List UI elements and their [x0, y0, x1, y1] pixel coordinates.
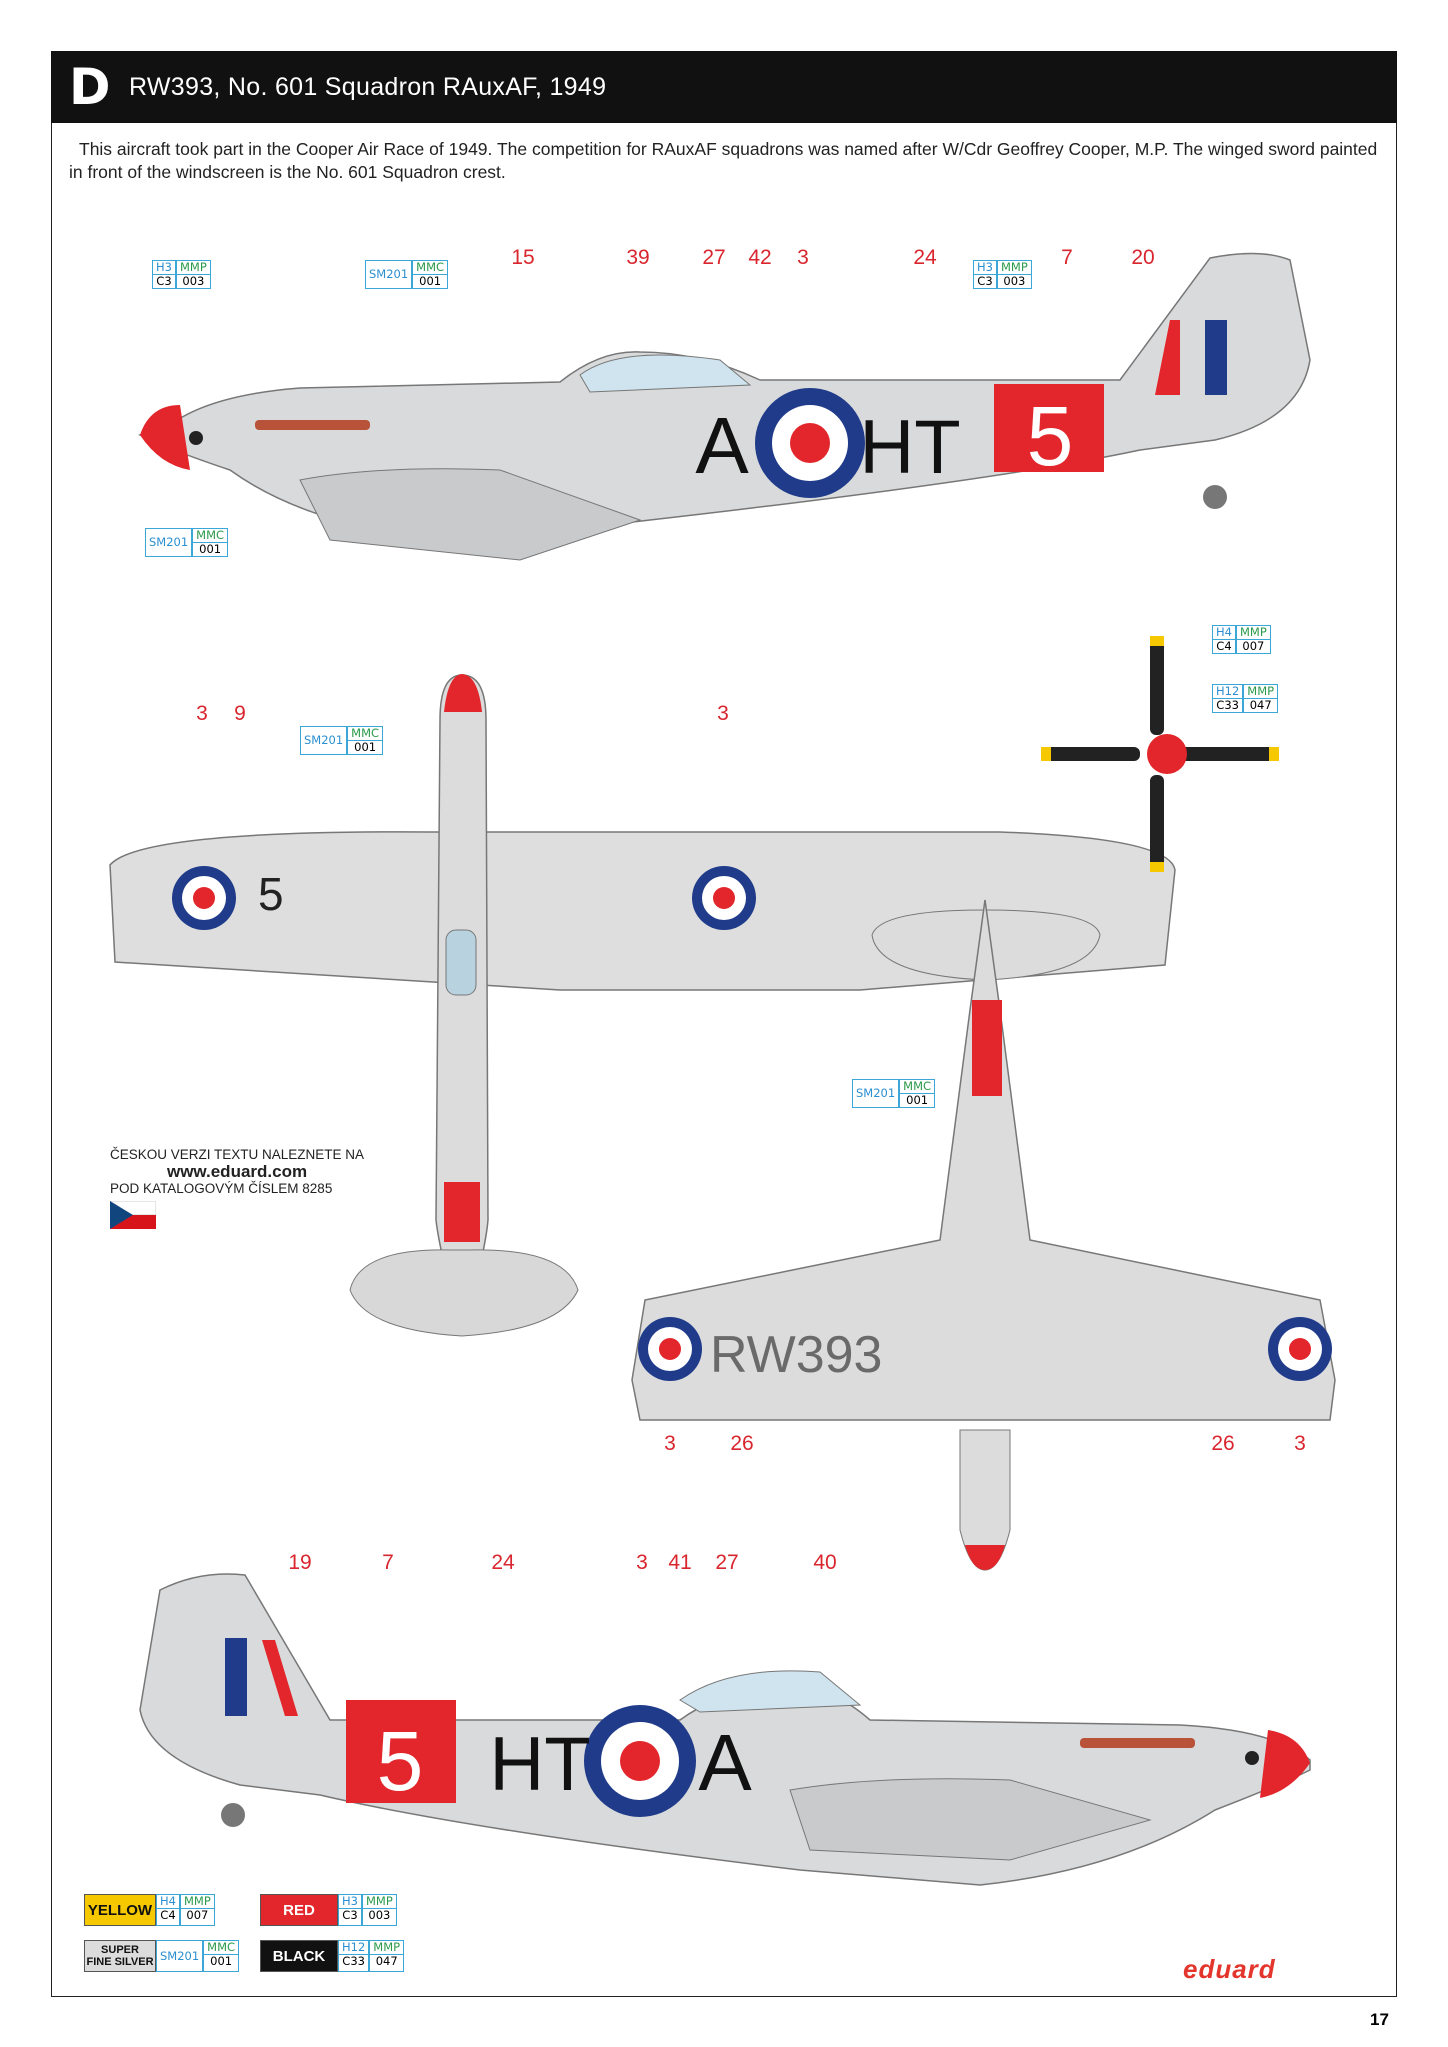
- chip-code: SM201: [300, 726, 347, 755]
- czech-line: POD KATALOGOVÝM ČÍSLEM 8285: [110, 1181, 333, 1196]
- chip-code: H3: [339, 1895, 361, 1909]
- paint-chip-red: [338, 1894, 397, 1926]
- legend-swatch: BLACK: [260, 1940, 338, 1972]
- paint-chip-red: [973, 260, 1032, 289]
- chip-code: 007: [1242, 639, 1265, 653]
- chip-code: MMC: [204, 1941, 238, 1955]
- chip-code: SM201: [852, 1079, 899, 1108]
- fin-letter-bottom: 5: [376, 1714, 424, 1808]
- chip-code: H4: [157, 1895, 179, 1909]
- callout-label: 9: [234, 702, 246, 725]
- paint-chip-black: [338, 1940, 404, 1972]
- chip-code: 003: [1003, 274, 1026, 288]
- legend-text: FINE SILVER: [86, 1956, 154, 1968]
- czech-flag-icon: [110, 1201, 156, 1229]
- chip-code: C3: [156, 274, 172, 288]
- callout-label: 27: [715, 1551, 739, 1574]
- code-right-bottom: HT: [489, 1722, 591, 1807]
- legend-silver: [84, 1940, 239, 1972]
- chip-code: C3: [977, 274, 993, 288]
- callout-label: 24: [491, 1551, 515, 1574]
- czech-note: [110, 1146, 364, 1233]
- chip-code: H12: [1213, 685, 1242, 699]
- chip-code: MMP: [1244, 685, 1277, 699]
- czech-url[interactable]: www.eduard.com: [166, 1162, 308, 1181]
- callout-label: 19: [288, 1551, 312, 1574]
- chip-code: 007: [186, 1908, 209, 1922]
- eduard-logo: eduard: [1183, 1954, 1276, 1984]
- legend-swatch: YELLOW: [84, 1894, 156, 1926]
- callout-label: 24: [913, 246, 937, 269]
- chip-code: C4: [160, 1908, 176, 1922]
- chip-code: MMP: [1237, 626, 1270, 640]
- legend-black: [260, 1940, 404, 1972]
- callout-label: 26: [730, 1432, 754, 1455]
- intro-text: This aircraft took part in the Cooper Air Race of 1949. The competition for RAuxAF squadrons was named after W/Cdr Geoffrey Cooper, M.P. The winged sword painted in front of the windscreen is the No. 601 Squadron crest.: [69, 139, 1378, 182]
- chip-code: 003: [182, 274, 205, 288]
- chip-code: H4: [1213, 626, 1235, 640]
- chip-code: MMP: [177, 261, 210, 275]
- legend-swatch: RED: [260, 1894, 338, 1926]
- chip-code: 001: [199, 542, 222, 556]
- chip-code: MMP: [363, 1895, 396, 1909]
- callout-label: 3: [717, 702, 729, 725]
- code-left-top: A: [695, 401, 749, 490]
- paint-chip-silver: [852, 1079, 935, 1108]
- chip-code: MMP: [370, 1941, 403, 1955]
- callout-label: 3: [797, 246, 809, 269]
- chip-code: MMP: [181, 1895, 214, 1909]
- under-serial-left: RW393: [710, 1326, 883, 1384]
- legend-swatch: [84, 1940, 156, 1972]
- chip-code: H3: [974, 261, 996, 275]
- chip-code: 047: [375, 1954, 398, 1968]
- profile-letter: D: [69, 58, 111, 116]
- chip-code: SM201: [365, 260, 412, 289]
- chip-code: C3: [342, 1908, 358, 1922]
- chip-code: SM201: [156, 1940, 203, 1972]
- paint-chip-red: [152, 260, 211, 289]
- callout-label: 40: [813, 1551, 837, 1574]
- legend-text: SUPER: [101, 1944, 139, 1956]
- chip-code: MMC: [900, 1080, 934, 1094]
- callout-label: 7: [382, 1551, 394, 1574]
- callout-label: 27: [702, 246, 726, 269]
- chip-code: SM201: [145, 528, 192, 557]
- paint-chip-silver: [145, 528, 228, 557]
- paint-chip-silver: [365, 260, 448, 289]
- chip-code: C33: [1216, 698, 1239, 712]
- chip-code: 001: [419, 274, 442, 288]
- chip-code: 001: [210, 1954, 233, 1968]
- callout-label: 15: [511, 246, 535, 269]
- callout-label: 20: [1131, 246, 1155, 269]
- chip-code: H3: [153, 261, 175, 275]
- callout-label: 41: [668, 1551, 692, 1574]
- wing-letter: 5: [258, 868, 284, 920]
- paint-chip-silver: [156, 1940, 239, 1972]
- legend-red: [260, 1894, 397, 1926]
- paint-chip-silver: [300, 726, 383, 755]
- fin-letter-top: 5: [1026, 389, 1074, 483]
- callout-label: 26: [1211, 1432, 1235, 1455]
- paint-chip-black: [1212, 684, 1278, 713]
- chip-code: MMC: [413, 261, 447, 275]
- czech-line: ČESKOU VERZI TEXTU NALEZNETE NA: [110, 1147, 365, 1162]
- chip-code: 001: [906, 1093, 929, 1107]
- code-right-top: HT: [859, 405, 961, 490]
- chip-code: H12: [339, 1941, 368, 1955]
- page-number: 17: [1370, 2010, 1389, 2029]
- chip-code: 047: [1249, 698, 1272, 712]
- code-left-bottom: A: [698, 1718, 752, 1807]
- callout-label: 39: [626, 246, 650, 269]
- chip-code: MMC: [348, 727, 382, 741]
- paint-chip-yellow: [1212, 625, 1271, 654]
- profile-title: RW393, No. 601 Squadron RAuxAF, 1949: [129, 72, 607, 101]
- chip-code: C33: [342, 1954, 365, 1968]
- chip-code: C4: [1216, 639, 1232, 653]
- callout-label: 3: [636, 1551, 648, 1574]
- callout-label: 3: [664, 1432, 676, 1455]
- chip-code: MMC: [193, 529, 227, 543]
- chip-code: 003: [368, 1908, 391, 1922]
- callout-label: 7: [1061, 246, 1073, 269]
- chip-code: MMP: [998, 261, 1031, 275]
- callout-label: 42: [748, 246, 772, 269]
- callout-label: 3: [1294, 1432, 1306, 1455]
- chip-code: 001: [354, 740, 377, 754]
- paint-chip-yellow: [156, 1894, 215, 1926]
- callout-label: 3: [196, 702, 208, 725]
- legend-yellow: [84, 1894, 215, 1926]
